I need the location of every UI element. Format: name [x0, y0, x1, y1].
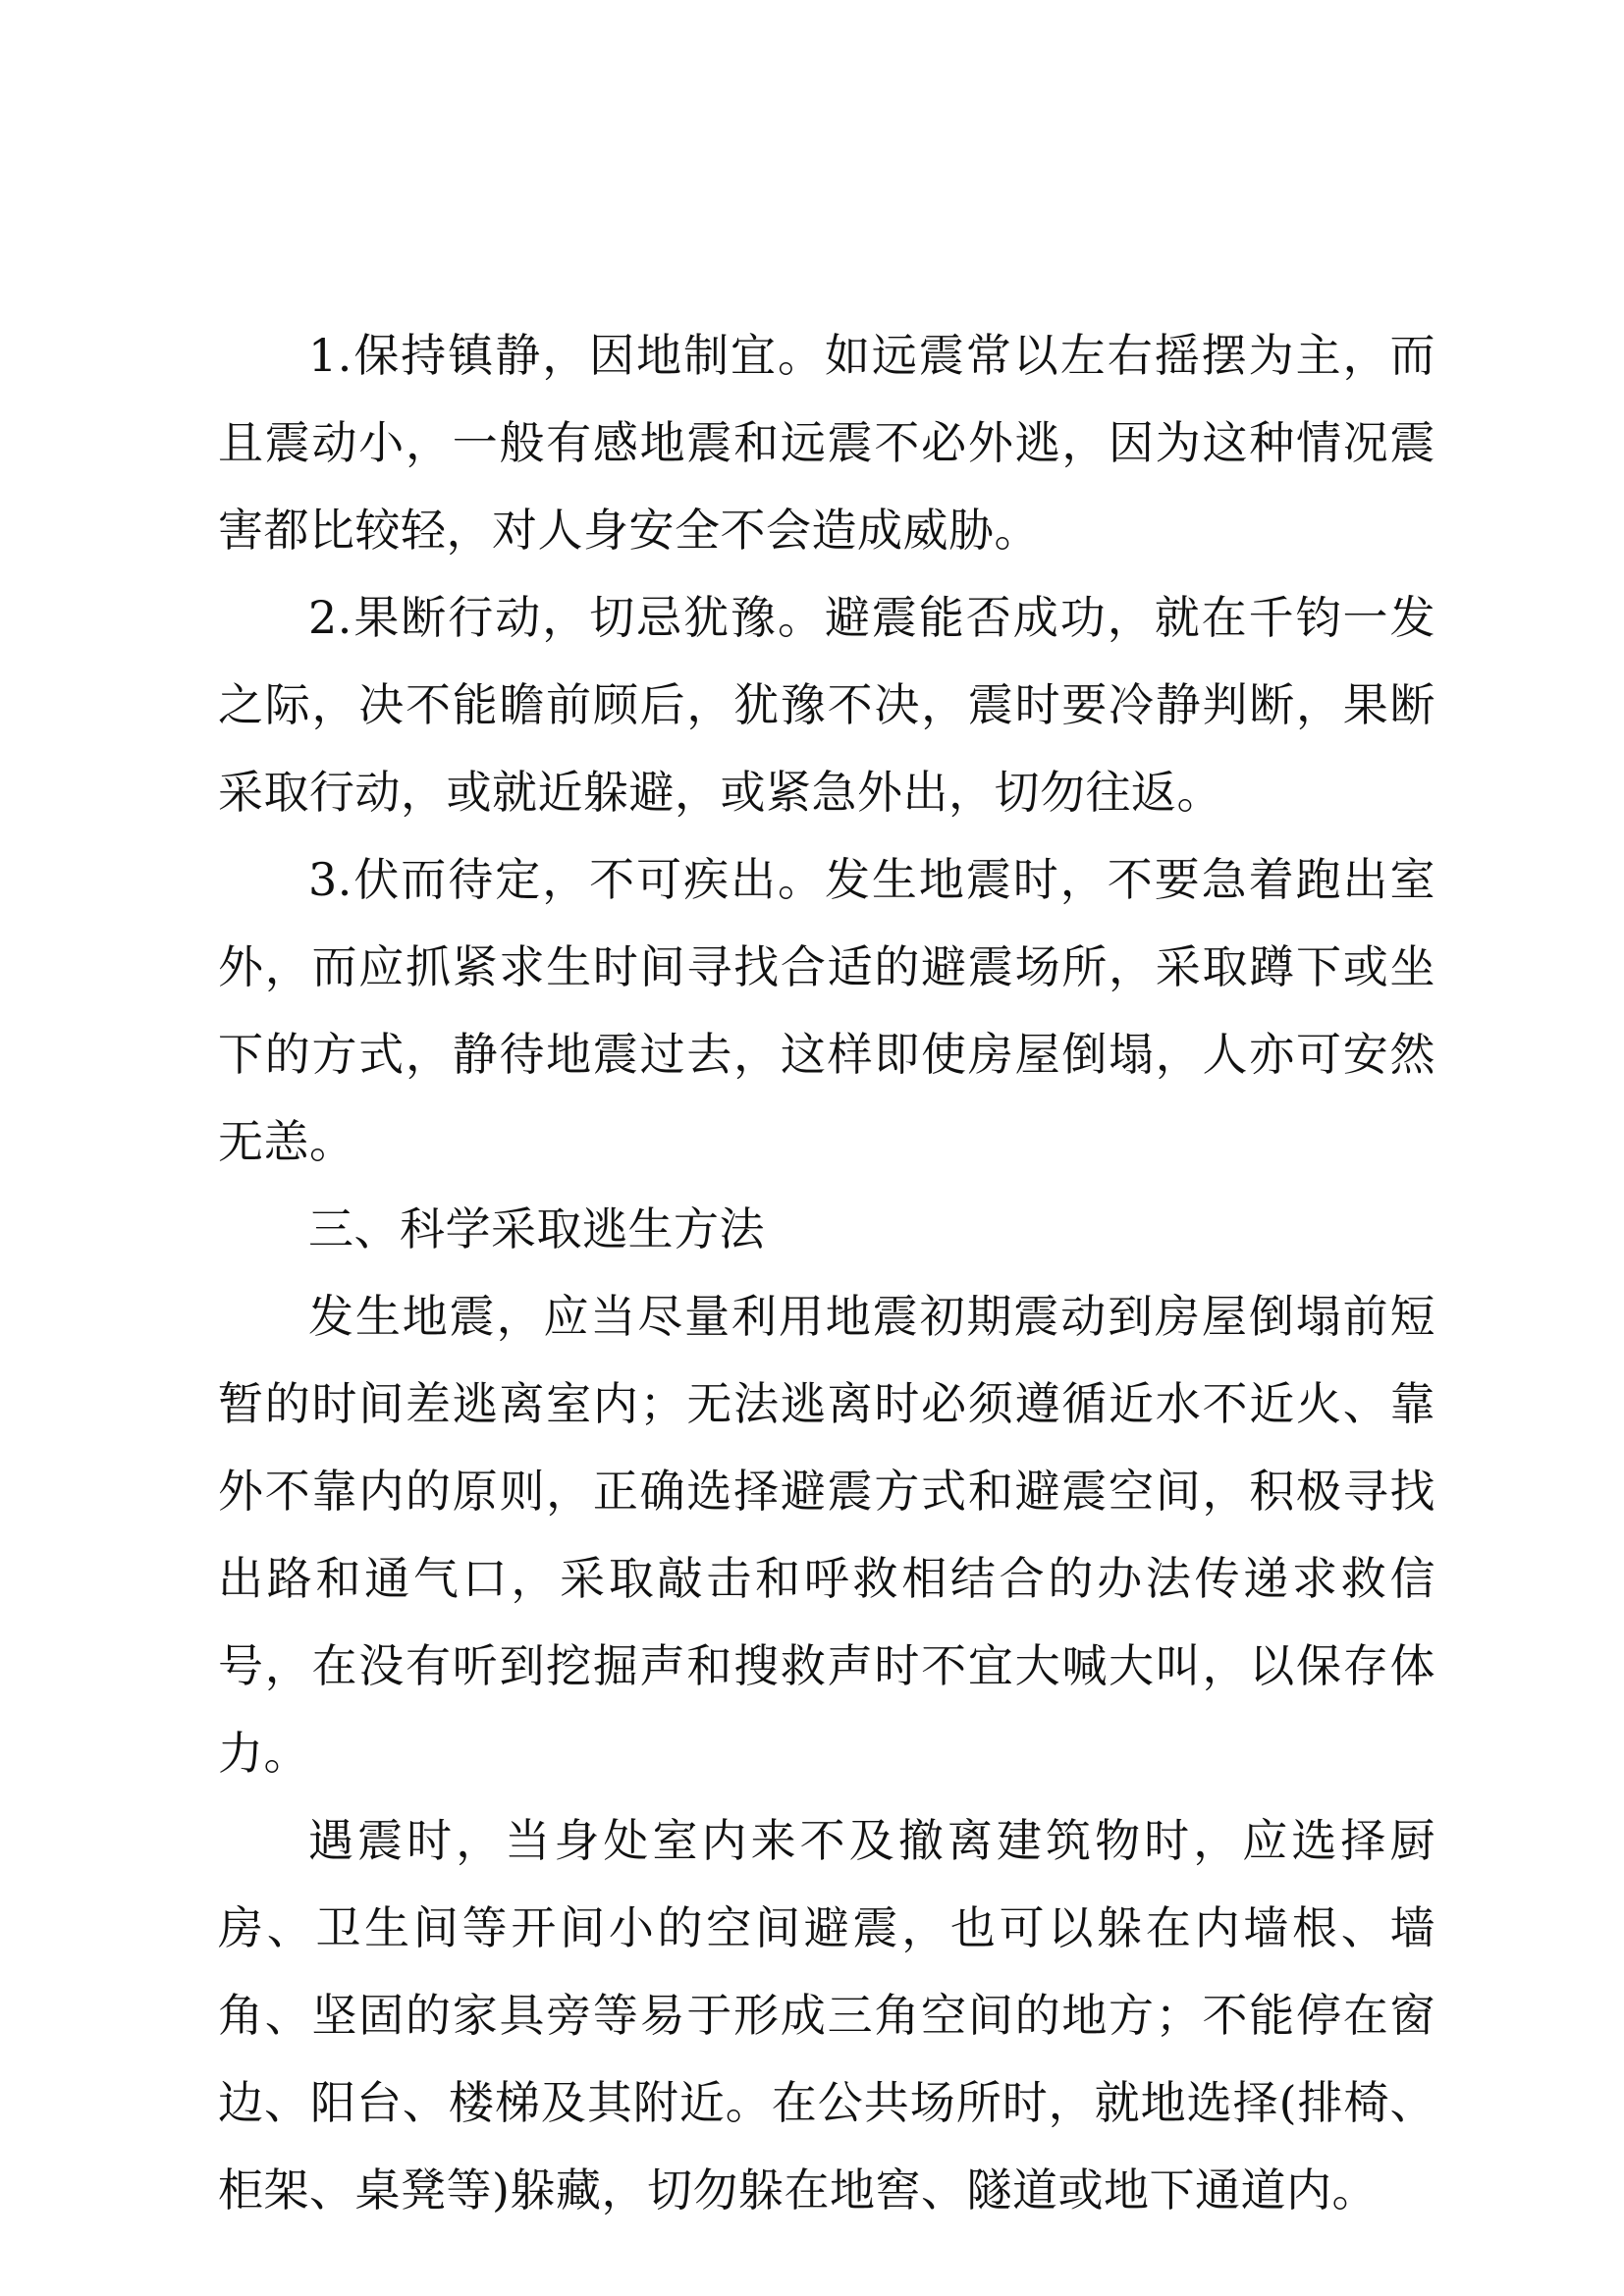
document-body [218, 312, 1435, 2234]
section-heading-escape-methods: 三、科学采取逃生方法 [308, 1202, 765, 1255]
paragraph-act-decisively: 2.果断行动，切忌犹豫。避震能否成功，就在千钧一发之际，决不能瞻前顾后，犹豫不决，震时要冷静判断，果断采取行动，或就近躲避，或紧急外出，切勿往返。 [218, 591, 1435, 819]
paragraph-indoor-shelter: 遇震时，当身处室内来不及撤离建筑物时，应选择厨房、卫生间等开间小的空间避震，也可以躲在内墙根、墙角、坚固的家具旁等易于形成三角空间的地方；不能停在窗边、阳台、楼梯及其附近。在公共场所时，就地选择(排椅、柜架、桌凳等)躲藏，切勿躲在地窖、隧道或地下通道内。 [218, 1814, 1435, 2216]
paragraph-stay-calm: 1.保持镇静，因地制宜。如远震常以左右摇摆为主，而且震动小，一般有感地震和远震不必外逃，因为这种情况震害都比较轻，对人身安全不会造成威胁。 [218, 329, 1435, 557]
paragraph-take-cover: 3.伏而待定，不可疾出。发生地震时，不要急着跑出室外，而应抓紧求生时间寻找合适的避震场所，采取蹲下或坐下的方式，静待地震过去，这样即使房屋倒塌，人亦可安然无恙。 [218, 853, 1435, 1168]
paragraph-escape-principles: 发生地震，应当尽量利用地震初期震动到房屋倒塌前短暂的时间差逃离室内；无法逃离时必须遵循近水不近火、靠外不靠内的原则，正确选择避震方式和避震空间，积极寻找出路和通气口，采取敲击和呼救相结合的办法传递求救信号，在没有听到挖掘声和搜救声时不宜大喊大叫，以保存体力。 [218, 1290, 1435, 1780]
